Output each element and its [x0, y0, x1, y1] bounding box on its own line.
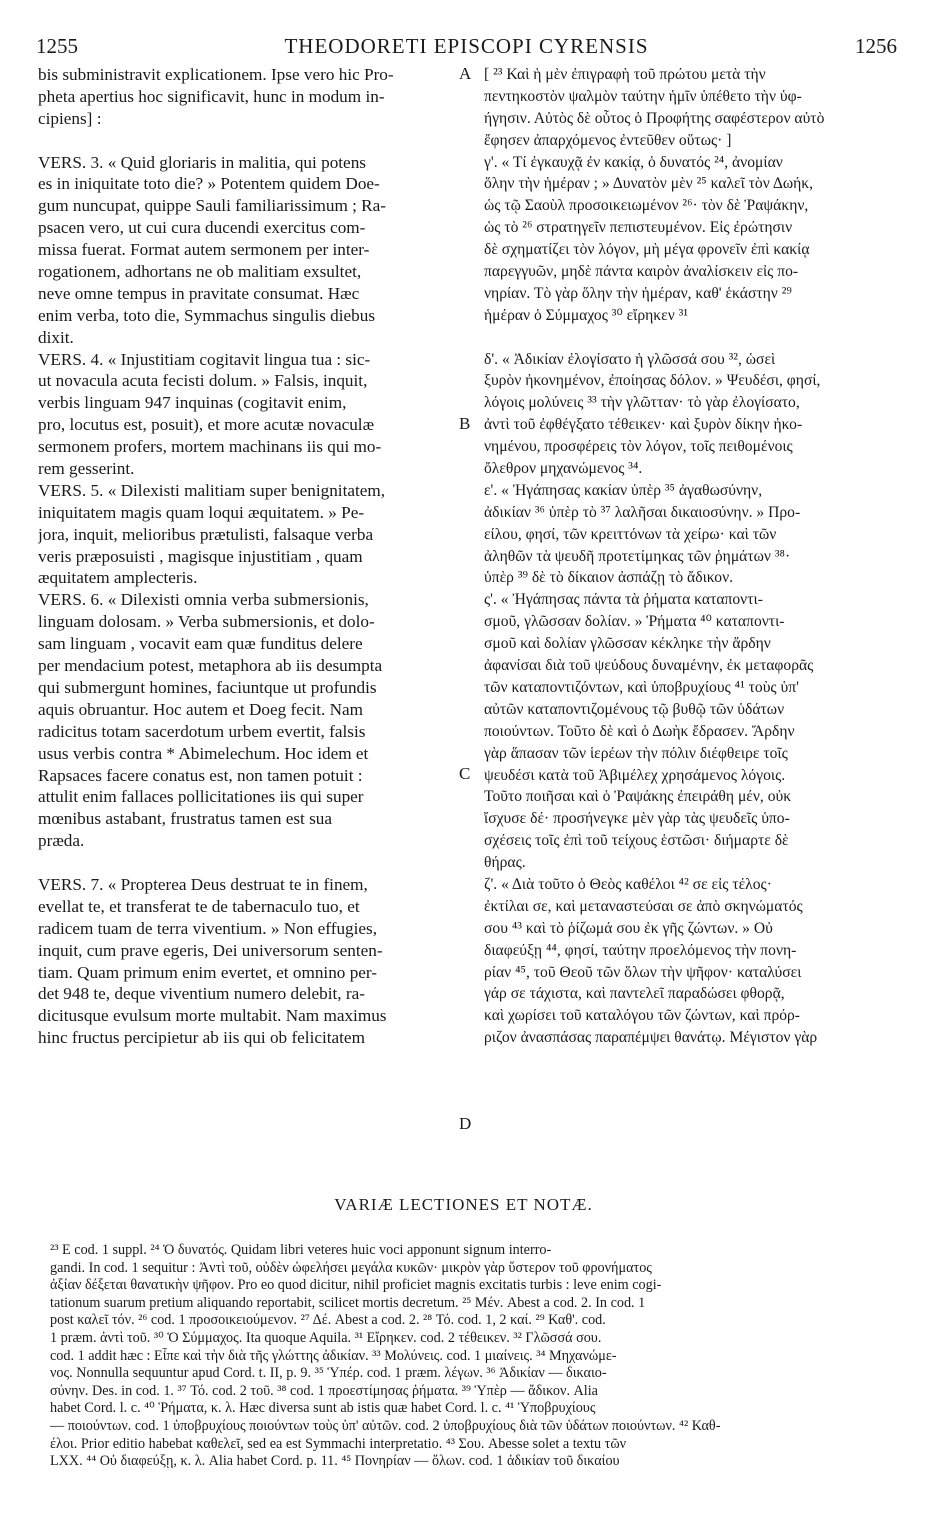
greek-text-line: γ'. « Τί ἐγκαυχᾷ ἐν κακίᾳ, ὁ δυνατός ²⁴, ἀνομίαν [484, 153, 783, 171]
greek-text-line: ὡς τῷ Σαοὺλ προσοικειωμένον ²⁶· τὸν δὲ Ῥαψάκην, [484, 197, 809, 215]
latin-text-line: neve omne tempus in pravitate consumat. Hæc [38, 283, 360, 303]
latin-text-line: missa fuerat. Format autem sermonem per inter- [38, 240, 370, 260]
greek-text-line: πεντηκοστὸν ψαλμὸν ταύτην ἡμῖν ὑπέθετο τὴν ὑφ- [484, 87, 802, 105]
page-number-right: 1256 [855, 34, 897, 58]
note-line: — ποιούντων. cod. 1 ὑποβρυχίους ποιούντων τοὺς ὑπ' αὐτῶν. cod. 2 ὑποβρυχίους διὰ τῶν ὑδάτων ποιούντων. ⁴² Καθ- [50, 1417, 721, 1434]
latin-text-line: aquis obruantur. Hoc autem et Doeg fecit. Nam [38, 699, 364, 719]
latin-text-line: æquitatem amplecteris. [38, 568, 198, 588]
greek-text-line: ε'. « Ἠγάπησας κακίαν ὑπὲρ ³⁵ ἀγαθωσύνην, [484, 481, 763, 499]
margin-marker-a: A [459, 64, 472, 83]
greek-text-line: νηρίαν. Τὸ γὰρ ὅλην τὴν ἡμέραν, καθ' ἑκάστην ²⁹ [484, 284, 792, 302]
note-line: 1 præm. ἀντὶ τοῦ. ³⁰ Ὁ Σύμμαχος. Ita quoque Aquila. ³¹ Εἴρηκεν. cod. 2 τέθεικεν. ³² Γλῶσσά σου. [50, 1329, 602, 1346]
latin-text-line: linguam dolosam. » Verba submersionis, et dolo- [38, 612, 375, 632]
greek-text-line: ἀδικίαν ³⁶ ὑπὲρ τὸ ³⁷ λαλῆσαι δικαιοσύνην. » Προ- [484, 503, 801, 521]
greek-text-line: ὡς τὸ ²⁶ στρατηγεῖν πεπιστευμένον. Εἰς ἐρώτησιν [484, 219, 793, 237]
greek-text-line: λόγοις μολύνεις ³³ τὴν γλῶτταν· τὸ γὰρ ἐλογίσατο, [484, 394, 800, 412]
latin-text-line: gum nuncupat, quippe Sauli familiarissimum ; Ra- [38, 196, 386, 216]
greek-text-line: ποιούντων. Τοῦτο δὲ καὶ ὁ Δωὴκ ἔδρασεν. Ἄρδην [484, 722, 795, 740]
latin-text-line: iniquitatem magis quam loqui æquitatem. » Pe- [38, 502, 365, 522]
note-line: post καλεῖ τόν. ²⁶ cod. 1 προσοικειούμενον. ²⁷ Δέ. Abest a cod. 2. ²⁸ Τό. cod. 1, 2 καί. ²⁹ Καθ'. cod. [50, 1312, 606, 1329]
greek-text-line: [ ²³ Καὶ ἡ μὲν ἐπιγραφὴ τοῦ πρώτου μετὰ τὴν [484, 66, 766, 83]
latin-text-line: evellat te, et transferat te de tabernaculo tuo, et [38, 896, 360, 916]
greek-text-line: γὰρ ἅπασαν τῶν ἱερέων τὴν πόλιν διέφθειρε τοῖς [484, 744, 788, 762]
running-title: THEODORETI EPISCOPI CYRENSIS [284, 34, 649, 58]
greek-text-line: ἀντὶ τοῦ ἐφθέγξατο τέθεικεν· καὶ ξυρὸν δίκην ἠκο- [484, 416, 803, 434]
notes-block [50, 1242, 892, 1471]
greek-text-line [484, 327, 892, 349]
latin-text-line: sermonem profers, mortem machinans iis qui mo- [38, 437, 382, 457]
latin-text-line: pro, locutus est, posuit), et more acutæ novaculæ [38, 415, 375, 435]
greek-text-line: παρεγγυῶν, μηδὲ πάντα καιρὸν ἀναλίσκειν εἰς πο- [484, 263, 799, 281]
note-line: tationum suarum pretium aliquando reportabit, scilicet mortis decretum. ²⁵ Μέν. Abest a cod. 2. In cod. 1 [50, 1294, 646, 1311]
latin-text-line: VERS. 6. « Dilexisti omnia verba submersionis, [38, 590, 369, 610]
note-line: ²³ E cod. 1 suppl. ²⁴ Ὁ δυνατός. Quidam libri veteres huic voci apponunt signum interro- [50, 1242, 552, 1258]
greek-text-line: ριζον ἀνασπάσας παραπέμψει θανάτῳ. Μέγιστον γὰρ [484, 1029, 818, 1047]
latin-text-line: dicitusque evulsum morte multabit. Nam maximus [38, 1006, 387, 1026]
latin-text-line: Rapsaces facere conatus est, non tamen potuit : [38, 765, 363, 785]
latin-text-line: dixit. [38, 327, 74, 347]
greek-text-line: δὲ σχηματίζει τὸν λόγον, μὴ μέγα φρονεῖν ἐπὶ κακίᾳ [484, 241, 810, 259]
latin-text-line: usus verbis contra * Abimelechum. Hoc idem et [38, 743, 369, 763]
margin-marker-c: C [459, 764, 471, 783]
greek-text-line: σχέσεις τοῖς ἐπὶ τοῦ τείχους ἑστῶσι· διήμαρτε δὲ [484, 832, 789, 850]
latin-text-line: per mendacium potest, metaphora ab iis desumpta [38, 656, 383, 676]
greek-text-line: ρίαν ⁴⁵, τοῦ Θεοῦ τῶν ὅλων τὴν ψῆφον· καταλύσει [484, 963, 802, 981]
latin-text-line [38, 130, 452, 152]
latin-text-line: VERS. 7. « Propterea Deus destruat te in finem, [38, 874, 368, 894]
latin-text-line: cipiens] : [38, 108, 102, 128]
greek-text-line: ψευδέσι κατὰ τοῦ Ἀβιμέλεχ χρησάμενος λόγοις. [484, 766, 786, 784]
latin-text-line: qui submergunt homines, faciuntque ut profundis [38, 677, 377, 697]
greek-text-line: Τοῦτο ποιῆσαι καὶ ὁ Ῥαψάκης ἐπειράθη μέν, οὐκ [484, 788, 792, 806]
greek-text-line: ζ'. « Διὰ τοῦτο ὁ Θεὸς καθέλοι ⁴² σε εἰς τέλος· [484, 875, 772, 893]
latin-text-line: præda. [38, 831, 85, 851]
latin-text-line: det 948 te, deque viventium numero delebit, ra- [38, 984, 365, 1004]
greek-text-line: δ'. « Ἀδικίαν ἐλογίσατο ἡ γλῶσσά σου ³², ὡσεὶ [484, 350, 776, 368]
greek-text-line: διαφεύξῃ ⁴⁴, φησί, ταύτην προελόμενος τὴν πονη- [484, 941, 797, 959]
greek-text-line: θήρας. [484, 854, 526, 872]
note-line: gandi. In cod. 1 sequitur : Ἀντὶ τοῦ, οὐδὲν ὠφελήσει μεγάλα κυκῶν· μικρὸν γὰρ ὕστερον τοῦ φρονήματος [50, 1259, 652, 1276]
greek-text-line: ὑπὲρ ³⁹ δὲ τὸ δίκαιον ἀσπάζῃ τὸ ἄδικον. [484, 569, 734, 587]
greek-text-line: καὶ χωρίσει τοῦ καταλόγου τῶν ζώντων, καὶ πρόρ- [484, 1007, 801, 1025]
page-header [36, 34, 897, 62]
latin-text-line: sam linguam , vocavit eam quæ funditus delere [38, 634, 363, 654]
greek-text-line: σου ⁴³ καὶ τὸ ῥίζωμά σου ἐκ γῆς ζώντων. » Οὐ [484, 919, 773, 937]
greek-text-line: ὄλεθρον μηχανώμενος ³⁴. [484, 460, 643, 478]
latin-text-line: bis subministravit explicationem. Ipse vero hic Pro- [38, 65, 394, 84]
latin-text-line: VERS. 3. « Quid gloriaris in malitia, qui potens [38, 152, 366, 172]
latin-text-line: veris præposuisti , magisque injustitiam , quam [38, 546, 363, 566]
greek-text-line: αὐτῶν καταποντιζομένους τῷ βυθῷ τῶν ὑδάτων [484, 700, 785, 718]
latin-text-line: rem gesserint. [38, 459, 135, 479]
latin-text-line: enim verba, toto die, Symmachus singulis diebus [38, 305, 376, 325]
latin-text-line: psacen vero, ut cui cura ducendi exercitus com- [38, 218, 366, 238]
greek-text-line: ὅλην τὴν ἡμέραν ; » Δυνατὸν μὲν ²⁵ καλεῖ τὸν Δωήκ, [484, 175, 814, 193]
greek-text-line: ήγησιν. Αὐτὸς δὲ οὗτος ὁ Προφήτης σαφέστερον αὐτὸ [484, 109, 825, 127]
greek-text-line: σμοῦ, γλῶσσαν δολίαν. » Ῥήματα ⁴⁰ καταποντι- [484, 613, 785, 631]
greek-text-line: ἀφανίσαι διὰ τοῦ ψεύδους δυναμένην, ἐκ μεταφορᾶς [484, 657, 814, 675]
note-line: νος. Nonnulla sequuntur apud Cord. t. II, p. 9. ³⁵ Ὑπέρ. cod. 1 præm. λέγων. ³⁶ Ἀδικίαν — δικαιο- [50, 1365, 607, 1382]
note-line: σύνην. Des. in cod. 1. ³⁷ Τό. cod. 2 τοῦ. ³⁸ cod. 1 προεστίμησας ῥήματα. ³⁹ Ὑπὲρ — ἄδικον. Alia [50, 1382, 598, 1399]
latin-text-line [38, 852, 452, 874]
latin-text-line: ut novacula acuta fecisti dolum. » Falsis, inquit, [38, 371, 368, 391]
greek-text-line: νημένου, προσφέρεις τὸν λόγον, τοῖς πειθομένοις [484, 438, 793, 456]
greek-text-line: ξυρὸν ἠκονημένον, ἐποίησας δόλον. » Ψευδέσι, φησί, [484, 372, 821, 390]
greek-text-line: ς'. « Ἠγάπησας πάντα τὰ ῥήματα καταποντι- [484, 591, 763, 609]
greek-text-line: ἴσχυσε δέ· προσήνεγκε μὲν γὰρ τὰς ψευδεῖς ὑπο- [484, 810, 790, 828]
note-line: LXX. ⁴⁴ Οὐ διαφεύξῃ, κ. λ. Alia habet Cord. p. 11. ⁴⁵ Πονηρίαν — ὅλων. cod. 1 ἀδικίαν τοῦ δικαίου [50, 1453, 620, 1470]
greek-text-line: ἀληθῶν τὰ ψευδῆ προτετίμηκας τῶν ῥημάτων ³⁸· [484, 547, 791, 565]
latin-text-line: pheta apertius hoc significavit, hunc in modum in- [38, 86, 385, 106]
latin-text-line: inquit, cum prave egeris, Dei universorum senten- [38, 940, 383, 960]
greek-text-line: ἡμέραν ὁ Σύμμαχος ³⁰ εἴρηκεν ³¹ [484, 306, 689, 324]
note-line: ἀξίαν δέξεται θανατικὴν ψῆφον. Pro eo quod dicitur, nihil proficiet magnis excitatis turbis : leve enim cogi- [50, 1277, 662, 1294]
greek-column [484, 64, 892, 1049]
note-line: cod. 1 addit hæc : Εἶπε καὶ τὴν διὰ τῆς γλώττης ἀδικίαν. ³³ Μολύνεις. cod. 1 μιαίνεις. ³⁴ Μηχανώμε- [50, 1347, 617, 1364]
greek-text-line: ἐκτίλαι σε, καὶ μεταναστεύσαι σε ἀπὸ σκηνώματός [484, 897, 803, 915]
greek-text-line: είλου, φησί, τῶν κρειττόνων τὰ χείρω· καὶ τῶν [484, 525, 777, 543]
latin-column [38, 64, 452, 1049]
latin-text-line: attulit enim fallaces pollicitationes iis qui super [38, 787, 364, 807]
latin-text-line: radicem tuam de terra viventium. » Non effugies, [38, 918, 378, 938]
margin-marker-b: B [459, 414, 471, 433]
note-line: έλοι. Prior editio habebat καθελεῖ, sed ea est Symmachi interpretatio. ⁴³ Σου. Abesse solet a textu τῶν [50, 1435, 627, 1452]
latin-text-line: mœnibus astabant, frustratus tamen est sua [38, 809, 333, 829]
greek-text-line: γάρ σε τάχιστα, καὶ παντελεῖ παραδώσει φθορᾷ, [484, 985, 785, 1003]
notes-title: VARIÆ LECTIONES ET NOTÆ. [334, 1195, 593, 1214]
note-line: habet Cord. l. c. ⁴⁰ Ῥήματα, κ. λ. Hæc diversa sunt ab istis quæ habet Cord. l. c. ⁴¹ Ὑποβρυχίους [50, 1400, 596, 1417]
greek-text-line: σμοῦ καὶ δολίαν γλῶσσαν κέκληκε τὴν ἄρδην [484, 635, 771, 653]
greek-text-line: ἔφησεν ἀπαρχόμενος ἐντεῦθεν οὕτως· ] [484, 131, 732, 149]
page-number-left: 1255 [36, 34, 78, 58]
latin-text-line: rogationem, adhortans ne ob malitiam exsultet, [38, 262, 362, 282]
latin-text-line: tiam. Quam primum enim evertet, et omnino per- [38, 962, 378, 982]
latin-text-line: VERS. 4. « Injustitiam cogitavit lingua tua : sic- [38, 349, 371, 369]
latin-text-line: hinc fructus percipietur ab iis qui ob felicitatem [38, 1028, 365, 1048]
greek-text-line: τῶν καταποντιζόντων, καὶ ὑποβρυχίους ⁴¹ τοὺς ὑπ' [484, 678, 799, 696]
latin-text-line: jora, inquit, melioribus prætulisti, falsaque verba [38, 524, 374, 544]
latin-text-line: VERS. 5. « Dilexisti malitiam super benignitatem, [38, 480, 386, 500]
latin-text-line: radicitus totam sacerdotum urbem evertit, falsis [38, 721, 366, 741]
latin-text-line: verbis linguam 947 inquinas (cogitavit enim, [38, 393, 347, 413]
latin-text-line: es in iniquitate toto die? » Potentem quidem Doe- [38, 174, 380, 194]
margin-marker-d: D [459, 1114, 472, 1133]
